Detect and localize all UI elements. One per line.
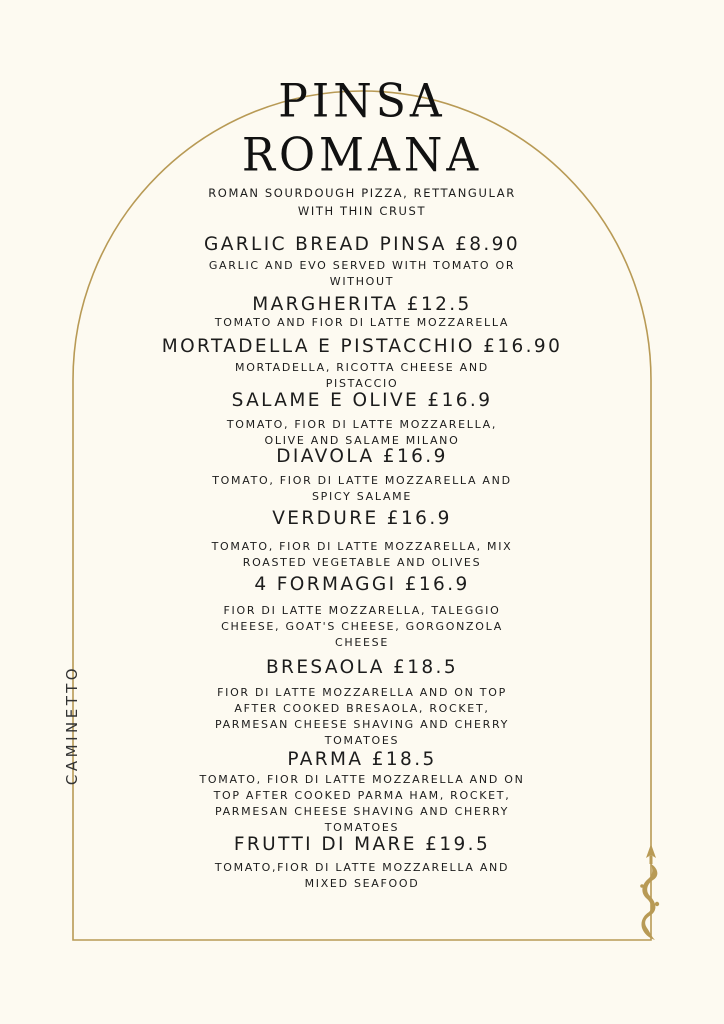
menu-title-line1: PINSA bbox=[278, 74, 446, 129]
menu-item bbox=[120, 336, 604, 392]
menu-item-description: MORTADELLA, RICOTTA CHEESE AND PISTACCIO bbox=[235, 361, 489, 390]
menu-subtitle: ROMAN SOURDOUGH PIZZA, RETTANGULAR WITH THIN CRUST bbox=[208, 186, 516, 218]
menu-item bbox=[120, 574, 604, 651]
menu-item-name: MORTADELLA E PISTACCHIO £16.90 bbox=[161, 336, 563, 357]
menu-item-description: TOMATO, FIOR DI LATTE MOZZARELLA AND ON TOP AFTER COOKED PARMA HAM, ROCKET, PARMESAN CHEESE SHAVING AND CHERRY TOMATOES bbox=[199, 773, 525, 834]
restaurant-name-vertical: CAMINETTO bbox=[63, 664, 81, 786]
menu-item-name: BRESAOLA £18.5 bbox=[265, 657, 459, 678]
menu-item-name: DIAVOLA £16.9 bbox=[276, 446, 448, 467]
menu-item bbox=[120, 446, 604, 505]
menu-item-description: GARLIC AND EVO SERVED WITH TOMATO OR WITHOUT bbox=[208, 259, 516, 288]
menu-item-name: PARMA £18.5 bbox=[287, 749, 437, 770]
menu-item-description: TOMATO,FIOR DI LATTE MOZZARELLA AND MIXED SEAFOOD bbox=[214, 861, 510, 890]
menu-item-description: TOMATO, FIOR DI LATTE MOZZARELLA, OLIVE AND SALAME MILANO bbox=[226, 418, 498, 447]
menu-item-name: VERDURE £16.9 bbox=[272, 508, 452, 529]
ornament-icon bbox=[634, 842, 668, 942]
menu-item-description: FIOR DI LATTE MOZZARELLA, TALEGGIO CHEESE, GOAT'S CHEESE, GORGONZOLA CHEESE bbox=[221, 604, 503, 649]
menu-item-name: 4 FORMAGGI £16.9 bbox=[254, 574, 470, 595]
menu-item-description: TOMATO, FIOR DI LATTE MOZZARELLA, MIX ROASTED VEGETABLE AND OLIVES bbox=[211, 540, 513, 569]
menu-item bbox=[120, 834, 604, 892]
menu-item bbox=[120, 294, 604, 331]
menu-item-description: FIOR DI LATTE MOZZARELLA AND ON TOP AFTER COOKED BRESAOLA, ROCKET, PARMESAN CHEESE SHAVING AND CHERRY TOMATOES bbox=[214, 686, 510, 747]
menu-item-name: SALAME E OLIVE £16.9 bbox=[231, 390, 493, 411]
menu-item bbox=[120, 749, 604, 836]
menu-item bbox=[120, 508, 604, 571]
menu-item-description: TOMATO, FIOR DI LATTE MOZZARELLA AND SPICY SALAME bbox=[212, 474, 512, 503]
menu-item-name: FRUTTI DI MARE £19.5 bbox=[233, 834, 491, 855]
menu-item-name: MARGHERITA £12.5 bbox=[252, 294, 472, 315]
menu-item-description: TOMATO AND FIOR DI LATTE MOZZARELLA bbox=[214, 316, 510, 329]
menu-item bbox=[120, 657, 604, 749]
menu-title-line2: ROMANA bbox=[241, 128, 483, 183]
menu-item bbox=[120, 390, 604, 449]
menu-item bbox=[120, 234, 604, 290]
menu-item-name: GARLIC BREAD PINSA £8.90 bbox=[203, 234, 521, 255]
